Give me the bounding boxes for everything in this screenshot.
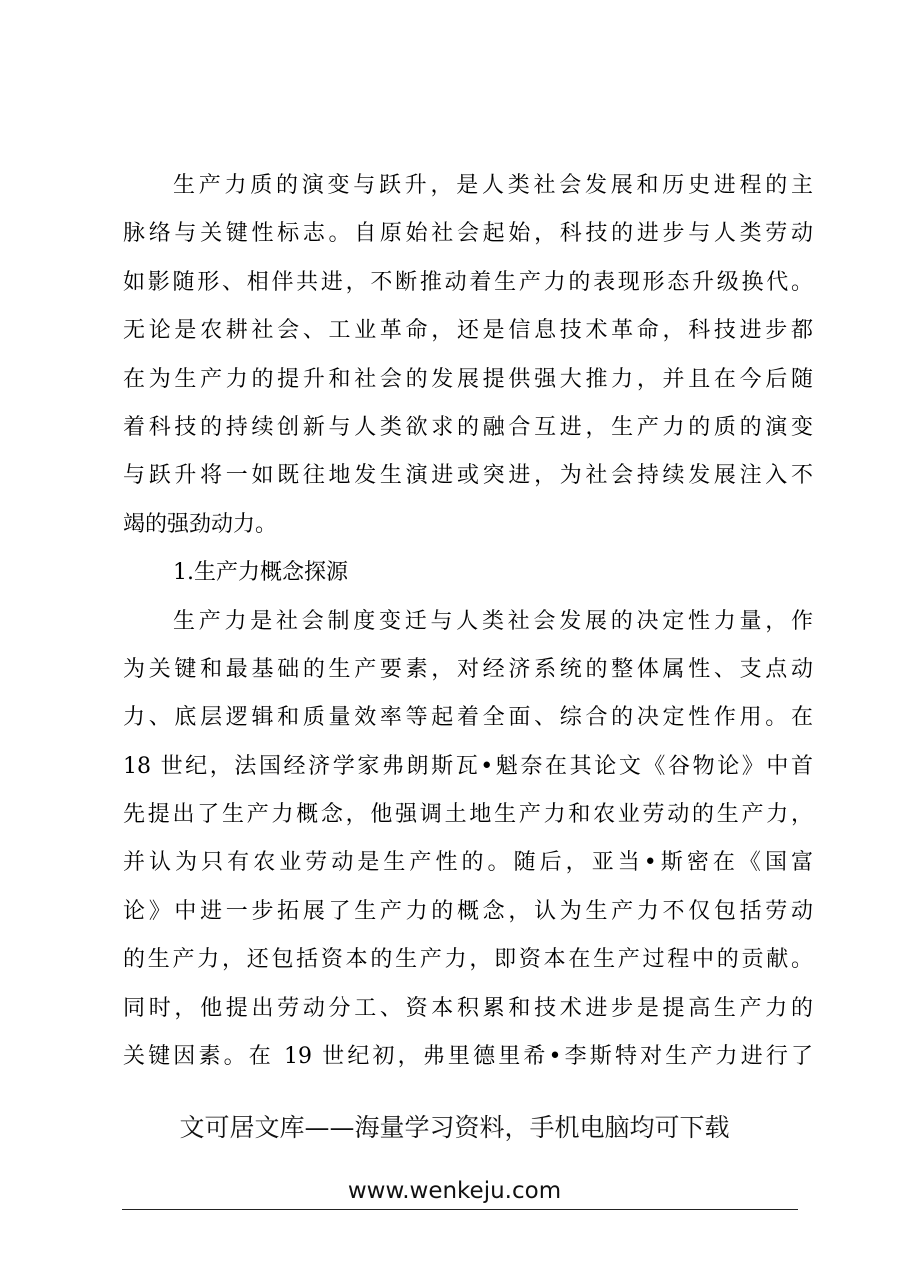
section-heading: 1.生产力概念探源 [173, 560, 348, 586]
paragraph-line: 力、底层逻辑和质量效率等起着全面、综合的决定性作用。在 [123, 705, 813, 731]
paragraph-line: 竭的强劲动力。 [123, 511, 278, 537]
footer-divider [122, 1209, 798, 1210]
paragraph-line: 为关键和最基础的生产要素，对经济系统的整体属性、支点动 [123, 656, 813, 682]
paragraph-line: 论》中进一步拓展了生产力的概念，认为生产力不仅包括劳动 [123, 898, 813, 924]
footer [0, 1108, 909, 1206]
footer-website-link[interactable]: www.wenkeju.com [347, 1178, 562, 1204]
footer-title: 文可居文库——海量学习资料，手机电脑均可下载 [179, 1113, 730, 1142]
paragraph-line: 在为生产力的提升和社会的发展提供强大推力，并且在今后随 [123, 366, 813, 392]
paragraph-line: 同时，他提出劳动分工、资本积累和技术进步是提高生产力的 [123, 995, 813, 1021]
paragraph-line: 着科技的持续创新与人类欲求的融合互进，生产力的质的演变 [123, 414, 813, 440]
paragraph-line: 如影随形、相伴共进，不断推动着生产力的表现形态升级换代。 [123, 269, 813, 295]
paragraph-line: 无论是农耕社会、工业革命，还是信息技术革命，科技进步都 [123, 318, 813, 344]
paragraph-line: 的生产力，还包括资本的生产力，即资本在生产过程中的贡献。 [123, 947, 813, 973]
document-body [123, 162, 813, 1081]
paragraph-line: 生产力是社会制度变迁与人类社会发展的决定性力量，作 [173, 608, 813, 634]
paragraph-line: 生产力质的演变与跃升，是人类社会发展和历史进程的主 [173, 173, 813, 198]
paragraph-line: 并认为只有农业劳动是生产性的。随后，亚当•斯密在《国富 [123, 850, 813, 876]
paragraph-line: 关键因素。在 19 世纪初，弗里德里希•李斯特对生产力进行了 [123, 1044, 813, 1070]
paragraph-line: 脉络与关键性标志。自原始社会起始，科技的进步与人类劳动 [123, 221, 813, 247]
paragraph-line: 18 世纪，法国经济学家弗朗斯瓦•魁奈在其论文《谷物论》中首 [123, 753, 813, 779]
paragraph-line: 先提出了生产力概念，他强调土地生产力和农业劳动的生产力， [123, 802, 813, 828]
paragraph-line: 与跃升将一如既往地发生演进或突进，为社会持续发展注入不 [123, 463, 813, 489]
